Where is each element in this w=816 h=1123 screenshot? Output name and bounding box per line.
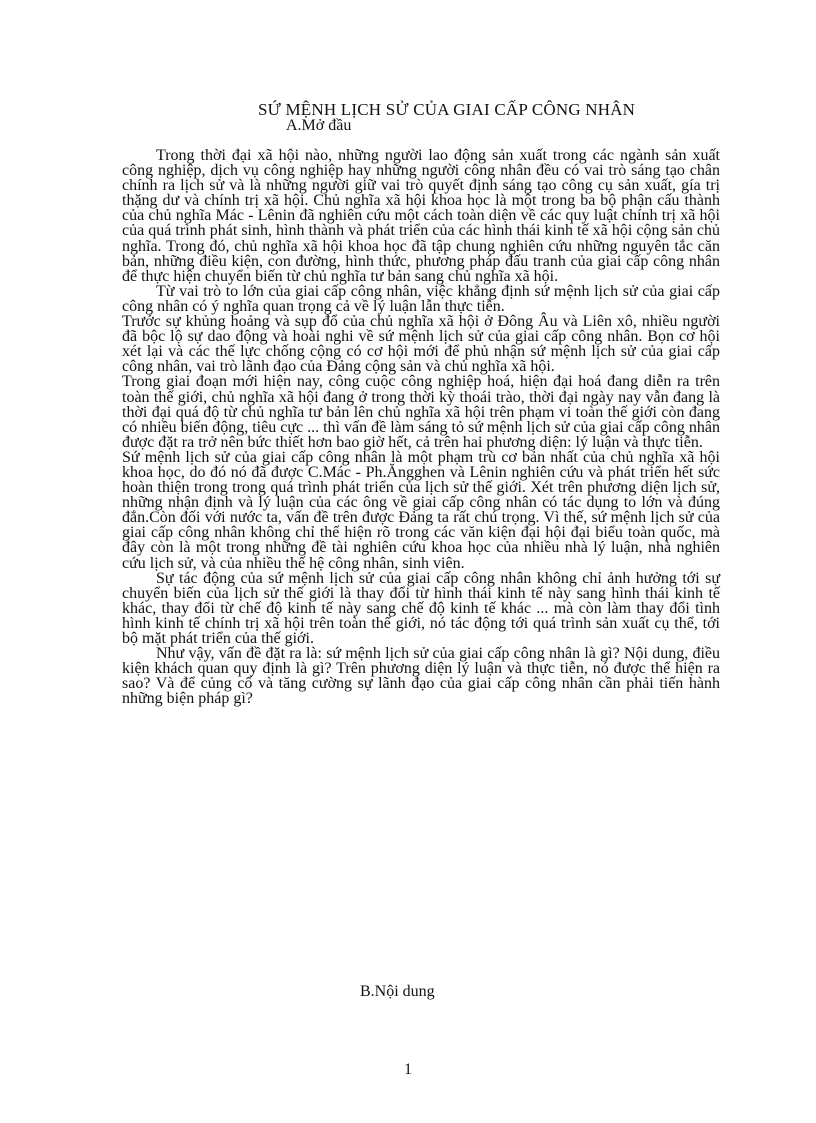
paragraph-1: Trong thời đại xã hội nào, những người lao động sản xuất trong các ngành sản xuất công nghiệp, dịch vụ công nghiệp hay những người công nhân đều có vai trò sáng tạo chân chính ra lịch sử và là những người giữ vai trò quyết định sáng tạo công cụ sản xuất, gía trị thặng dư và chính trị xã hội. Chủ nghĩa xã hội khoa học là một trong ba bộ phận cấu thành của chủ nghĩa Mác - Lênin đã nghiên cứu một cách toàn diện về các quy luật chính trị xã hội của quá trình phát sinh, hình thành và phát triển của các hình thái kinh tế xã hội cộng sản chủ nghĩa. Trong đó, chủ nghĩa xã hội khoa học đã tập chung nghiên cứu những nguyên tắc căn bản, những điều kiện, con đường, hình thức, phương pháp đấu tranh của giai cấp công nhân để thực hiện chuyển biến từ chủ nghĩa tư bản sang chủ nghĩa xã hội. bbox=[122, 147, 720, 285]
paragraph-6: Sự tác động của sứ mệnh lịch sử của giai cấp công nhân không chỉ ảnh hưởng tới sự chuyển biến của lịch sử thế giới là thay đổi từ hình thái kinh tế này sang hình thái kinh tế khác, thay đổi từ chế độ kinh tế này sang chế độ kinh tế khác ... mà còn làm thay đổi tình hình kinh tế chính trị xã hội trên toàn thế giới, nó tác động tới quá trình sản xuất cụ thể, tới bộ mặt phát triển của thế giới. bbox=[122, 569, 720, 647]
body-text bbox=[122, 148, 720, 706]
section-b-heading: B.Nội dung bbox=[360, 983, 435, 1000]
page-number: 1 bbox=[404, 1061, 412, 1078]
paragraph-7: Như vậy, vấn đề đặt ra là: sứ mệnh lịch sử của giai cấp công nhân là gì? Nội dung, điều kiện khách quan quy định là gì? Trên phương diện lý luận và thực tiễn, nó được thể hiện ra sao? Và để củng cố và tăng cường sự lãnh đạo của giai cấp công nhân cần phải tiến hành những biện pháp gì? bbox=[122, 645, 720, 708]
paragraph-3: Trước sự khủng hoảng và sụp đổ của chủ nghĩa xã hội ở Đông Âu và Liên xô, nhiều người đã bộc lộ sự dao động và hoài nghi về sứ mệnh lịch sử của giai cấp công nhân. Bọn cơ hội xét lại và các thế lực chống cộng có cơ hội mới để phủ nhận sứ mệnh lịch sử của giai cấp công nhân, vai trò lãnh đạo của Đảng cộng sản và chủ nghĩa xã hội. bbox=[122, 313, 720, 376]
paragraph-2: Từ vai trò to lớn của giai cấp công nhân, việc khẳng định sứ mệnh lịch sử của giai cấp công nhân có ý nghĩa quan trọng cả về lý luận lẫn thực tiễn. bbox=[122, 282, 720, 315]
paragraph-5: Sứ mệnh lịch sử của giai cấp công nhân là một phạm trù cơ bản nhất của chủ nghĩa xã hội khoa học, do đó nó đã được C.Mác - Ph.Ăngghen và Lênin nghiên cứu và phát triển hết sức hoàn thiện trong trong quá trình phát triển của lịch sử thế giới. Xét trên phương diện lịch sử, những nhận định và lý luận của các ông về giai cấp công nhân có tác dụng to lớn và đúng đắn.Còn đối với nước ta, vấn đề trên được Đảng ta rất chú trọng. Vì thế, sứ mệnh lịch sử của giai cấp công nhân không chỉ thể hiện rõ trong các văn kiện đại hội đại biểu toàn quốc, mà đây còn là một trong những đề tài nghiên cứu khoa học của nhiều nhà lý luận, nhà nghiên cứu lịch sử, và của nhiều thế hệ công nhân, sinh viên. bbox=[122, 448, 720, 572]
document-title: SỨ MỆNH LỊCH SỬ CỦA GIAI CẤP CÔNG NHÂN bbox=[258, 100, 636, 119]
paragraph-4: Trong giai đoạn mới hiện nay, công cuộc công nghiệp hoá, hiện đại hoá đang diễn ra trên toàn thế giới, chủ nghĩa xã hội đang ở trong thời kỳ thoái trào, thời đại ngày nay vẫn đang là thời đại quá độ từ chủ nghĩa tư bản lên chủ nghĩa xã hội trên phạm vi toàn thế giới còn đang có nhiều biến động, tiêu cực ... thì vấn đề làm sáng tỏ sứ mệnh lịch sử của giai cấp công nhân được đặt ra trở nên bức thiết hơn bao giờ hết, cả trên hai phương diện: lý luận và thực tiễn. bbox=[122, 373, 720, 451]
section-a-heading: A.Mở đầu bbox=[286, 117, 352, 134]
